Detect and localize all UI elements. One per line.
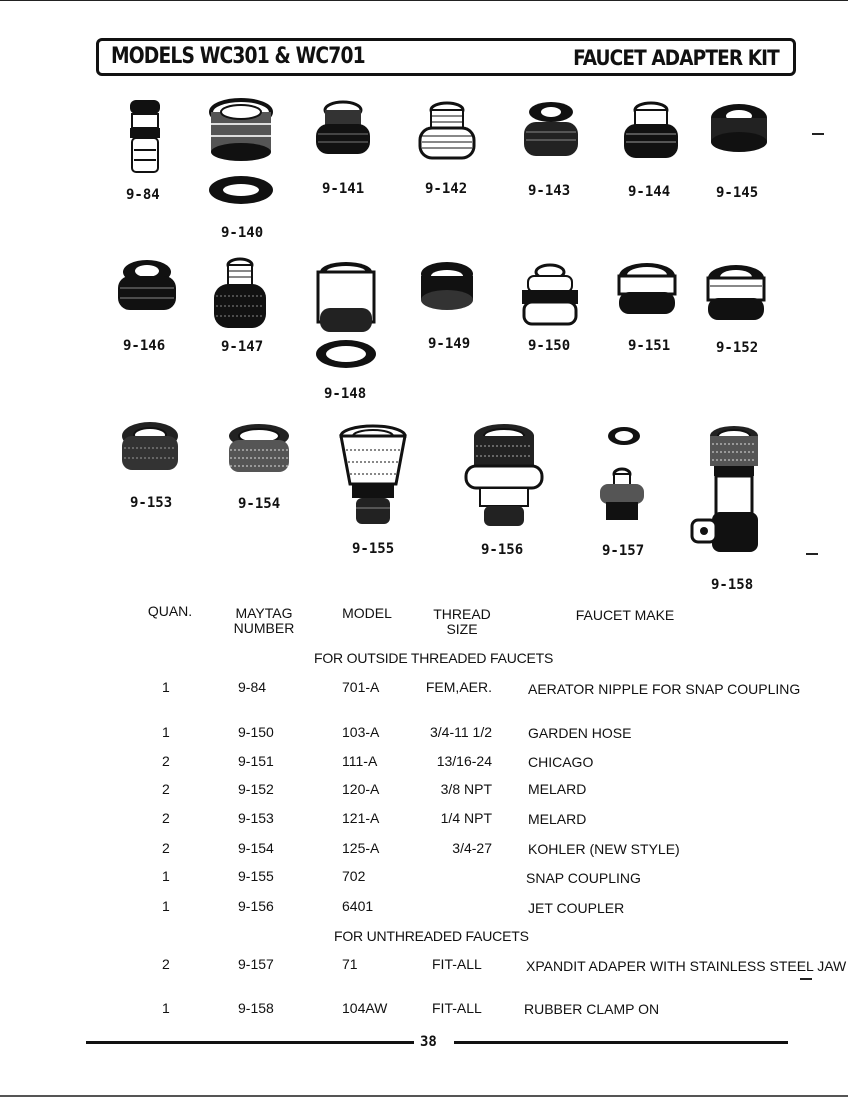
quan-cell: 2 [162, 840, 170, 856]
column-header-maytag-number: MAYTAG NUMBER [233, 605, 295, 636]
part-9-152-illustration [704, 262, 768, 326]
column-header-thread-size: THREAD SIZE [433, 606, 491, 637]
part-9-156-illustration [462, 422, 546, 530]
footer-rule-right [454, 1041, 788, 1044]
part-label-9-149: 9-149 [428, 336, 471, 352]
thread-size-cell: 3/4-27 [452, 840, 492, 856]
table-row [0, 724, 848, 744]
page-number: 38 [420, 1034, 437, 1050]
thread-size-cell: 13/16-24 [436, 753, 492, 769]
maytag-number-cell: 9-157 [238, 956, 274, 972]
part-9-144-illustration [620, 100, 682, 164]
quan-cell: 1 [162, 1000, 170, 1016]
part-9-158-illustration [686, 424, 770, 564]
quan-cell: 1 [162, 724, 170, 740]
faucet-make-cell: XPANDIT ADAPER WITH STAINLESS STEEL JAW [526, 958, 847, 974]
maytag-number-cell: 9-158 [238, 1000, 274, 1016]
column-header-faucet-make: FAUCET MAKE [575, 607, 675, 623]
thread-size-cell: 1/4 NPT [440, 810, 492, 826]
page-header [96, 38, 796, 76]
maytag-number-cell: 9-154 [238, 840, 274, 856]
part-9-147-illustration [210, 256, 270, 332]
quan-cell: 1 [162, 898, 170, 914]
part-label-9-153: 9-153 [130, 495, 173, 511]
model-cell: 104AW [342, 1000, 388, 1016]
part-label-9-144: 9-144 [628, 184, 671, 200]
part-9-155-illustration [332, 424, 414, 528]
part-9-146-illustration [114, 258, 180, 318]
part-label-9-147: 9-147 [221, 339, 264, 355]
faucet-make-cell: GARDEN HOSE [528, 725, 632, 741]
part-label-9-140: 9-140 [221, 225, 264, 241]
table-row [0, 753, 848, 773]
part-label-9-151: 9-151 [628, 338, 671, 354]
thread-size-cell: 3/8 NPT [440, 781, 492, 797]
part-label-9-154: 9-154 [238, 496, 281, 512]
part-9-142-illustration [416, 100, 478, 164]
maytag-number-cell: 9-84 [238, 679, 267, 695]
faucet-make-cell: RUBBER CLAMP ON [524, 1001, 660, 1017]
maytag-number-cell: 9-153 [238, 810, 274, 826]
thread-size-cell: FEM,AER. [425, 679, 492, 695]
model-cell: 71 [342, 956, 358, 972]
maytag-number-cell: 9-155 [238, 868, 274, 884]
part-label-9-143: 9-143 [528, 183, 571, 199]
part-9-149-illustration [414, 260, 480, 314]
part-label-9-148: 9-148 [324, 386, 367, 402]
part-label-9-156: 9-156 [481, 542, 524, 558]
part-label-9-152: 9-152 [716, 340, 759, 356]
part-9-143-illustration [520, 100, 582, 164]
maytag-number-cell: 9-150 [238, 724, 274, 740]
faucet-make-cell: JET COUPLER [528, 900, 625, 916]
thread-size-cell: FIT-ALL [432, 1000, 482, 1016]
part-9-151-illustration [614, 260, 680, 322]
part-label-9-146: 9-146 [123, 338, 166, 354]
faucet-make-cell: CHICAGO [528, 754, 594, 770]
thread-size-cell: 3/4-11 1/2 [429, 724, 492, 740]
table-row [0, 840, 848, 860]
table-row [0, 781, 848, 801]
margin-mark [800, 978, 812, 980]
model-cell: 111-A [342, 753, 378, 769]
model-cell: 125-A [342, 840, 380, 856]
quan-cell: 2 [162, 810, 170, 826]
model-cell: 120-A [342, 781, 380, 797]
table-row [0, 868, 848, 888]
part-9-154-illustration [224, 422, 294, 482]
model-cell: 702 [342, 868, 366, 884]
page-bottom-rule [0, 1095, 848, 1097]
section-heading-threaded: FOR OUTSIDE THREADED FAUCETS [314, 650, 554, 666]
quan-cell: 1 [162, 868, 170, 884]
column-header-quan: QUAN. [147, 603, 193, 619]
part-label-9-141: 9-141 [322, 181, 365, 197]
part-label-9-150: 9-150 [528, 338, 571, 354]
faucet-make-cell: SNAP COUPLING [526, 870, 641, 886]
maytag-number-cell: 9-151 [238, 753, 274, 769]
kit-title: FAUCET ADAPTER KIT [573, 46, 779, 70]
model-cell: 103-A [342, 724, 380, 740]
part-9-150-illustration [518, 262, 582, 328]
faucet-make-cell: MELARD [528, 811, 587, 827]
section-heading-unthreaded: FOR UNTHREADED FAUCETS [334, 928, 529, 944]
faucet-make-cell: MELARD [528, 781, 587, 797]
maytag-number-cell: 9-152 [238, 781, 274, 797]
footer-rule-left [86, 1041, 414, 1044]
faucet-make-cell: AERATOR NIPPLE FOR SNAP COUPLING [528, 681, 801, 697]
quan-cell: 2 [162, 781, 170, 797]
models-title: MODELS WC301 & WC701 [111, 44, 365, 69]
page-top-rule [0, 0, 848, 1]
part-9-141-illustration [312, 98, 374, 162]
part-label-9-145: 9-145 [716, 185, 759, 201]
part-9-148-illustration [310, 260, 382, 376]
table-row [0, 1000, 848, 1020]
margin-mark [806, 553, 818, 555]
model-cell: 701-A [342, 679, 380, 695]
part-9-140-illustration [206, 96, 276, 214]
model-cell: 121-A [342, 810, 380, 826]
part-label-9-142: 9-142 [425, 181, 468, 197]
part-label-9-157: 9-157 [602, 543, 645, 559]
part-9-145-illustration [706, 100, 772, 158]
quan-cell: 2 [162, 753, 170, 769]
model-cell: 6401 [342, 898, 374, 914]
table-row [0, 810, 848, 830]
part-label-9-84: 9-84 [126, 187, 160, 203]
part-9-153-illustration [118, 418, 182, 482]
table-row [0, 956, 848, 976]
table-row [0, 679, 848, 699]
quan-cell: 1 [162, 679, 170, 695]
thread-size-cell: FIT-ALL [432, 956, 482, 972]
table-row [0, 898, 848, 918]
faucet-make-cell: KOHLER (NEW STYLE) [528, 841, 680, 857]
margin-mark [812, 133, 824, 135]
part-label-9-155: 9-155 [352, 541, 395, 557]
part-9-157-illustration [592, 424, 652, 536]
part-9-84-illustration [120, 98, 170, 180]
column-header-model: MODEL [342, 605, 392, 621]
maytag-number-cell: 9-156 [238, 898, 274, 914]
part-label-9-158: 9-158 [711, 577, 754, 593]
quan-cell: 2 [162, 956, 170, 972]
